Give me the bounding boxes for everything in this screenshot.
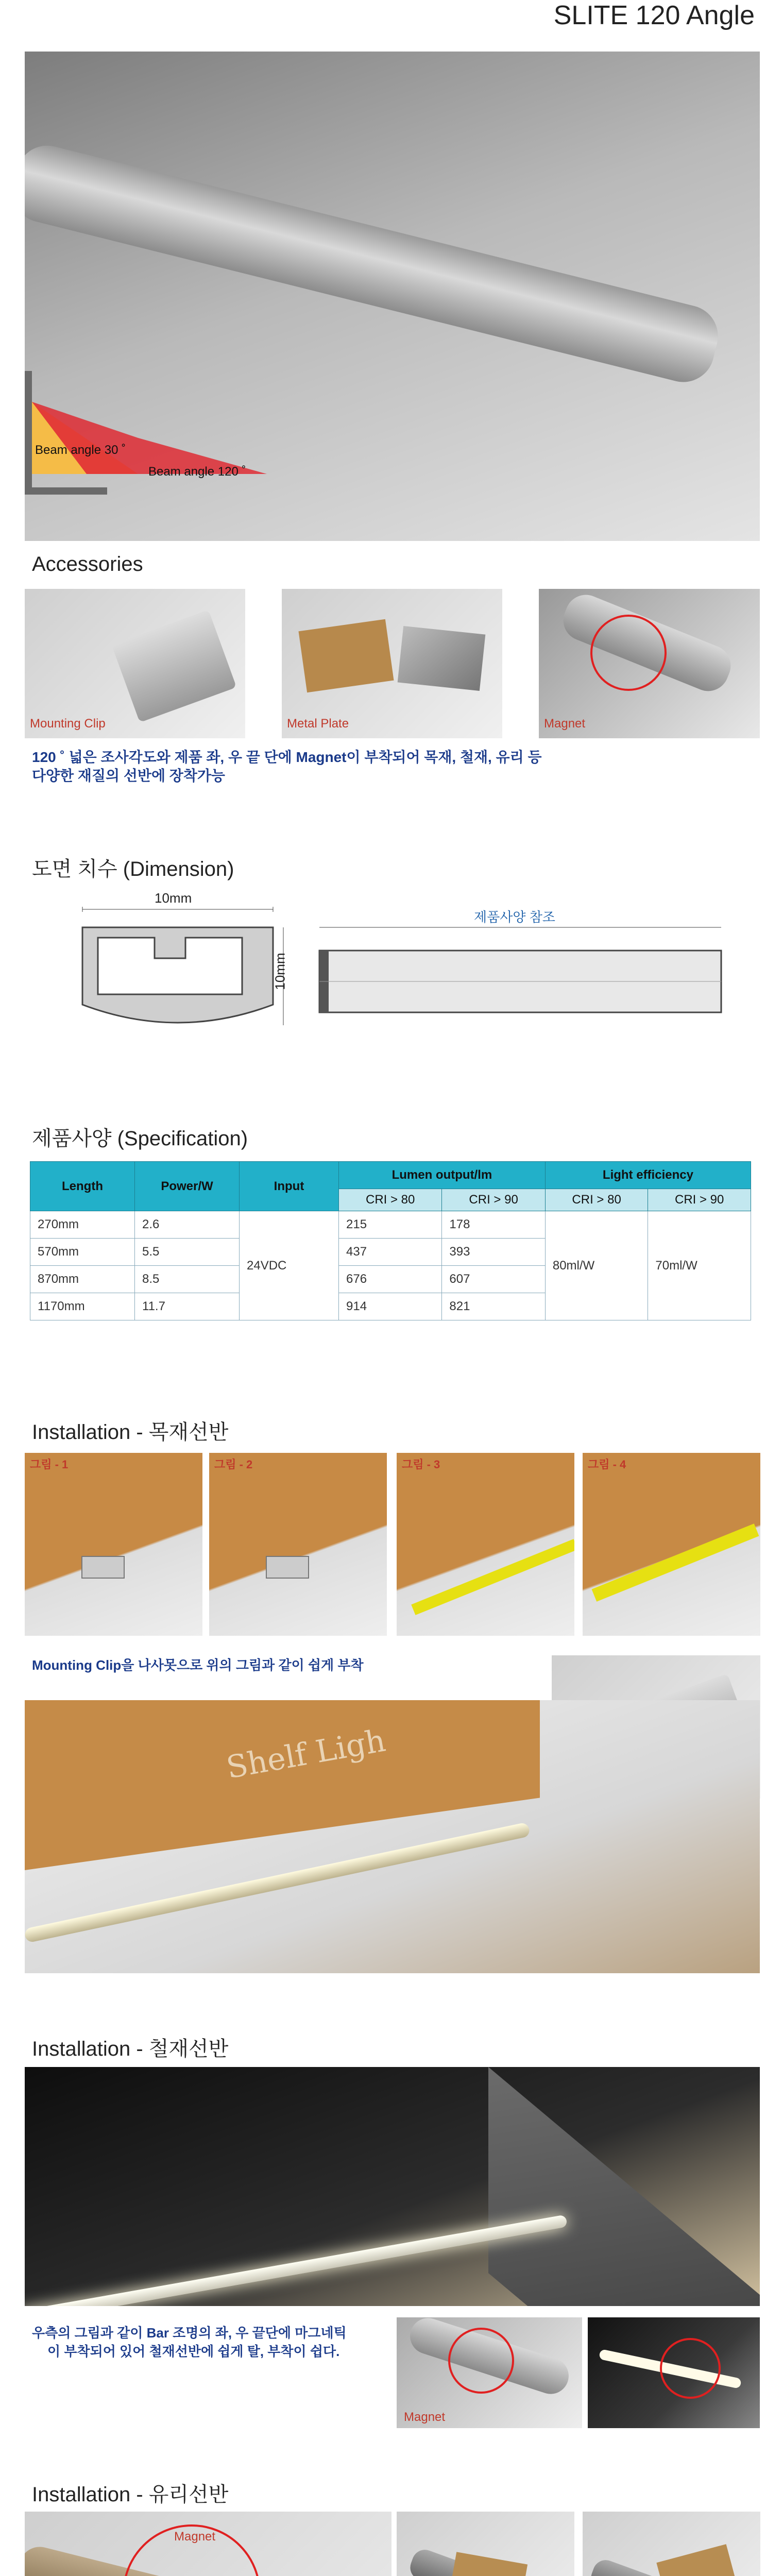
steel-heading: Installation - 철재선반 bbox=[32, 2038, 229, 2060]
length-label: 제품사양 참조 bbox=[474, 909, 555, 925]
beam-30-label: Beam angle 30 ˚ bbox=[35, 443, 126, 457]
dimension-drawing bbox=[67, 890, 737, 1051]
beam-diagram bbox=[25, 371, 293, 505]
glass-heading: Installation - 유리선반 bbox=[32, 2483, 229, 2506]
sub-cri80: CRI > 80 bbox=[545, 1189, 648, 1211]
magnet-label: Magnet bbox=[404, 2410, 446, 2424]
cell: 2.6 bbox=[135, 1211, 240, 1239]
page-title: SLITE 120 Angle bbox=[553, 1, 755, 30]
spec-table bbox=[30, 1161, 751, 1320]
steel-plate bbox=[398, 626, 486, 691]
plate bbox=[656, 2544, 735, 2576]
cell: 570mm bbox=[30, 1239, 135, 1266]
col-input: Input bbox=[240, 1162, 339, 1211]
wood-fig-1 bbox=[25, 1453, 202, 1636]
cell: 215 bbox=[339, 1211, 442, 1239]
accessory-magnet bbox=[539, 589, 760, 738]
cell: 870mm bbox=[30, 1266, 135, 1293]
cell-eff80: 80ml/W bbox=[545, 1211, 648, 1320]
cell: 393 bbox=[442, 1239, 545, 1266]
col-length: Length bbox=[30, 1162, 135, 1211]
clip-shape bbox=[112, 610, 237, 723]
fig-label: 그림 - 4 bbox=[588, 1458, 626, 1471]
wood-fig-3 bbox=[397, 1453, 574, 1636]
steel-magnet-photo bbox=[397, 2317, 582, 2428]
cell: 676 bbox=[339, 1266, 442, 1293]
col-efficiency: Light efficiency bbox=[545, 1162, 751, 1189]
glass-fig-1 bbox=[25, 2512, 392, 2576]
cell: 914 bbox=[339, 1293, 442, 1320]
wood-heading: Installation - 목재선반 bbox=[32, 1421, 229, 1444]
tape-plate bbox=[298, 619, 394, 692]
fig-label: 그림 - 3 bbox=[402, 1458, 440, 1471]
yellow-bar bbox=[592, 1523, 759, 1601]
spec-heading: 제품사양 (Specification) bbox=[32, 1127, 248, 1150]
cell: 11.7 bbox=[135, 1293, 240, 1320]
steel-note-1: 우측의 그림과 같이 Bar 조명의 좌, 우 끝단에 마그네틱 bbox=[32, 2325, 347, 2341]
magnet-circle bbox=[448, 2328, 514, 2394]
accessory-label: Magnet bbox=[544, 717, 586, 731]
glass-fig-2 bbox=[397, 2512, 574, 2576]
cell: 607 bbox=[442, 1266, 545, 1293]
steel-shelf-photo bbox=[25, 2067, 760, 2306]
yellow-bar bbox=[411, 1539, 574, 1615]
accessories-note-1: 120 ˚ 넓은 조사각도와 제품 좌, 우 끝 단에 Magnet이 부착되어 목재, 철재, 유리 등 bbox=[32, 749, 542, 765]
shelf-text: Shelf Ligh bbox=[224, 1722, 388, 1786]
wood-shelf-photo bbox=[25, 1700, 760, 1973]
accessories-heading: Accessories bbox=[32, 553, 143, 575]
light-bar bbox=[25, 2214, 568, 2306]
sub-cri90: CRI > 90 bbox=[442, 1189, 545, 1211]
height-label: 10mm bbox=[272, 953, 288, 990]
accessory-metal-plate bbox=[282, 589, 502, 738]
magnet-circle bbox=[660, 2338, 721, 2399]
steel-panel bbox=[488, 2067, 760, 2306]
beam-120-label: Beam angle 120 ˚ bbox=[148, 465, 246, 479]
fig-label: 그림 - 2 bbox=[214, 1458, 253, 1471]
table-row bbox=[30, 1211, 751, 1239]
width-label: 10mm bbox=[155, 890, 192, 906]
accessory-label: Metal Plate bbox=[287, 717, 349, 731]
clip bbox=[81, 1556, 125, 1579]
col-power: Power/W bbox=[135, 1162, 240, 1211]
cell-eff90: 70ml/W bbox=[648, 1211, 751, 1320]
cell: 1170mm bbox=[30, 1293, 135, 1320]
magnet-circle bbox=[590, 615, 667, 691]
sub-cri80: CRI > 80 bbox=[339, 1189, 442, 1211]
dimension-heading: 도면 치수 (Dimension) bbox=[32, 858, 234, 880]
sub-cri90: CRI > 90 bbox=[648, 1189, 751, 1211]
cell: 8.5 bbox=[135, 1266, 240, 1293]
fig-label: 그림 - 1 bbox=[30, 1458, 69, 1471]
clip bbox=[266, 1556, 309, 1579]
steel-note-2: 이 부착되어 있어 철재선반에 쉽게 탈, 부착이 쉽다. bbox=[47, 2344, 340, 2359]
accessory-label: Mounting Clip bbox=[30, 717, 106, 731]
cell: 270mm bbox=[30, 1211, 135, 1239]
plate bbox=[451, 2552, 527, 2576]
wood-fig-4 bbox=[583, 1453, 760, 1636]
profile-bar bbox=[25, 139, 724, 388]
wood-note: Mounting Clip을 나사못으로 위의 그림과 같이 쉽게 부착 bbox=[32, 1657, 364, 1673]
accessories-note-2: 다양한 재질의 선반에 장착가능 bbox=[32, 768, 225, 784]
wood-fig-2 bbox=[209, 1453, 387, 1636]
accessory-mounting-clip bbox=[25, 589, 245, 738]
col-lumen: Lumen output/lm bbox=[339, 1162, 546, 1189]
cell-input: 24VDC bbox=[240, 1211, 339, 1320]
glass-fig-3 bbox=[583, 2512, 760, 2576]
steel-detail-photo bbox=[588, 2317, 760, 2428]
cell: 178 bbox=[442, 1211, 545, 1239]
magnet-label: Magnet bbox=[174, 2530, 216, 2544]
cell: 437 bbox=[339, 1239, 442, 1266]
cell: 821 bbox=[442, 1293, 545, 1320]
cell: 5.5 bbox=[135, 1239, 240, 1266]
